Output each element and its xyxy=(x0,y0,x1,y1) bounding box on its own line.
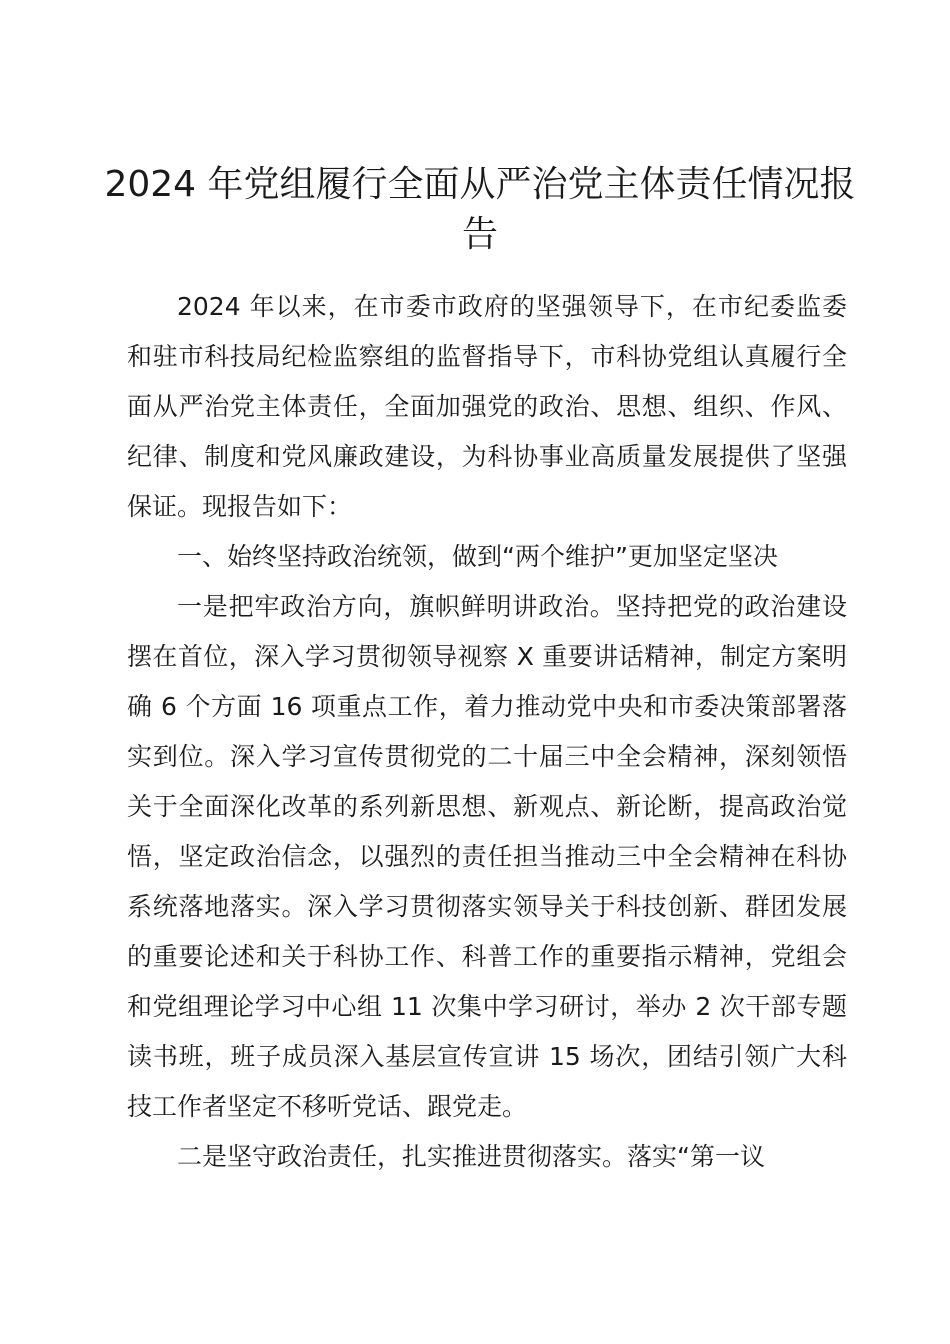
intro-paragraph: 2024 年以来，在市委市政府的坚强领导下，在市纪委监委和驻市科技局纪检监察组的监督指导下，市科协党组认真履行全面从严治党主体责任，全面加强党的政治、思想、组织、作风、纪律、制度和党风廉政建设，为科协事业高质量发展提供了坚强保证。现报告如下： xyxy=(127,292,847,521)
paragraph-point-2: 二是坚守政治责任，扎实推进贯彻落实。落实“第一议 xyxy=(177,1142,765,1171)
paragraph-point-1: 一是把牢政治方向，旗帜鲜明讲政治。坚持把党的政治建设摆在首位，深入学习贯彻领导视察 X 重要讲话精神，制定方案明确 6 个方面 16 项重点工作，着力推动党中央和市委决策部署落实到位。深入学习宣传贯彻党的二十届三中全会精神，深刻领悟关于全面深化改革的系列新思想、新观点、新论断，提高政治觉悟，坚定政治信念，以强烈的责任担当推动三中全会精神在科协系统落地落实。深入学习贯彻落实领导关于科技创新、群团发展的重要论述和关于科协工作、科普工作的重要指示精神，党组会和党组理论学习中心组 11 次集中学习研讨，举办 2 次干部专题读书班，班子成员深入基层宣传宣讲 15 场次，团结引领广大科技工作者坚定不移听党话、跟党走。 xyxy=(127,592,847,1121)
document-title: 2024 年党组履行全面从严治党主体责任情况报告 xyxy=(104,164,856,255)
section-heading-1: 一、始终坚持政治统领，做到“两个维护”更加坚定坚决 xyxy=(177,542,778,571)
document-body xyxy=(127,282,847,1182)
